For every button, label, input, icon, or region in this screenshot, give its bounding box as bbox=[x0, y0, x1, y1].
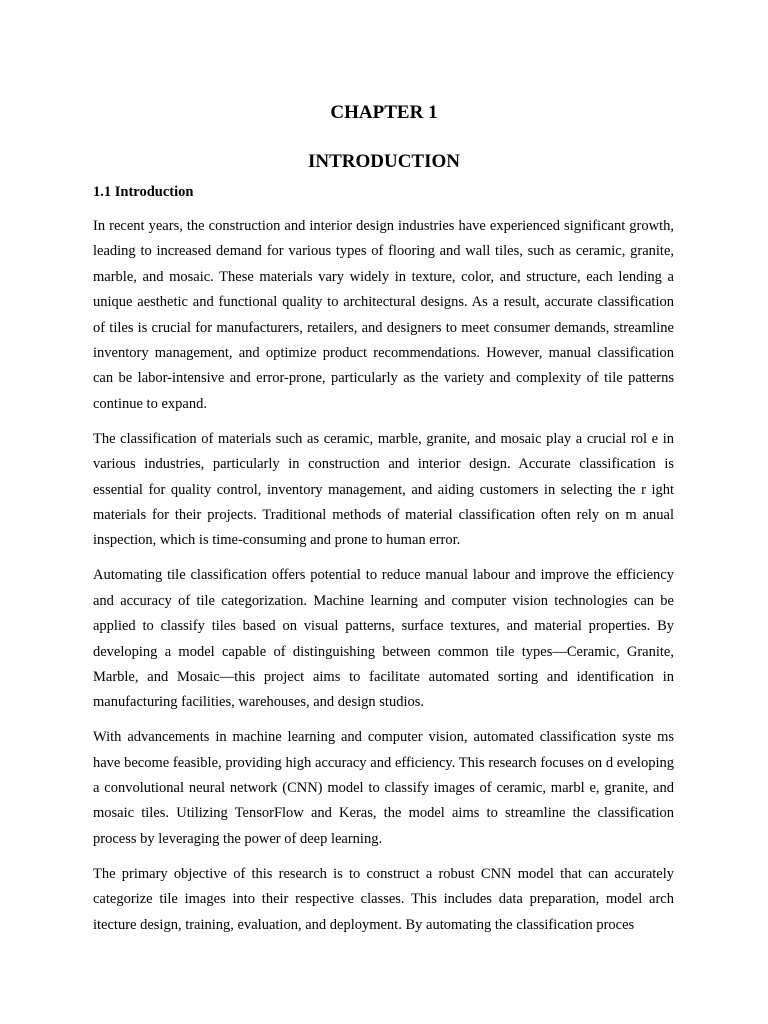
paragraph: With advancements in machine learning and computer vision, automated classification syste ms have become feasible, providing high accuracy and efficiency. This research focuses on d eveloping a convolutional neural network (CNN) model to classify images of ceramic, marbl e, granite, and mosaic tiles. Utilizing TensorFlow and Keras, the model aims to streamline the classification process by leveraging the power of deep learning. bbox=[93, 729, 674, 847]
paragraph: In recent years, the construction and interior design industries have experienced significant growth, leading to increased demand for various types of flooring and wall tiles, such as ceramic, granite, marble, and mosaic. These materials vary widely in texture, color, and structure, each lending a unique aesthetic and functional quality to architectural designs. As a result, accurate classification of tiles is crucial for manufacturers, retailers, and designers to meet consumer demands, streamline inventory management, and optimize product recommendations. However, manual classification can be labor-intensive and error-prone, particularly as the variety and complexity of tile patterns continue to expand. bbox=[93, 218, 674, 412]
paragraph: The primary objective of this research is to construct a robust CNN model that can accurately categorize tile images into their respective classes. This includes data preparation, model arch itecture design, training, evaluation, and deployment. By automating the classification proces bbox=[93, 865, 674, 933]
paragraph: The classification of materials such as ceramic, marble, granite, and mosaic play a crucial rol e in various industries, particularly in construction and interior design. Accurate classification is essential for quality control, inventory management, and aiding customers in selecting the r ight materials for their projects. Traditional methods of material classification often rely on m anual inspection, which is time-consuming and prone to human error. bbox=[93, 430, 674, 549]
body-text bbox=[93, 214, 674, 938]
chapter-title: INTRODUCTION bbox=[307, 151, 461, 172]
section-heading: 1.1 Introduction bbox=[93, 184, 194, 200]
paragraph: Automating tile classification offers potential to reduce manual labour and improve the efficiency and accuracy of tile categorization. Machine learning and computer vision technologies can be applied to classify tiles based on visual patterns, surface textures, and material properties. By developing a model capable of distinguishing between common tile types—Ceramic, Granite, Marble, and Mosaic—this project aims to facilitate automated sorting and identification in manufacturing facilities, warehouses, and design studios. bbox=[93, 567, 674, 711]
chapter-number: CHAPTER 1 bbox=[330, 102, 438, 123]
